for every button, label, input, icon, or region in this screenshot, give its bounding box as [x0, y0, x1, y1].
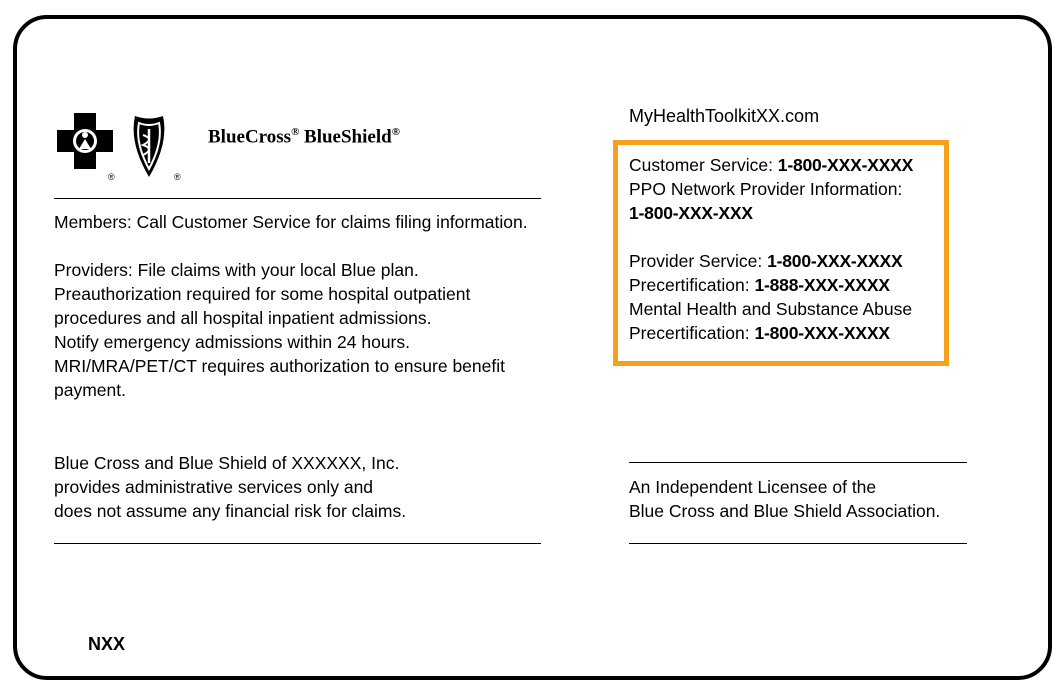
provider-note-line: MRI/MRA/PET/CT requires authorization to ensure benefit	[54, 356, 505, 376]
admin-note-line: does not assume any financial risk for claims.	[54, 501, 407, 521]
divider	[54, 198, 541, 199]
brand-name	[208, 126, 400, 148]
provider-service-line	[629, 249, 913, 273]
blue-cross-icon	[57, 113, 113, 169]
customer-service-label: Customer Service:	[629, 155, 778, 175]
admin-notes	[54, 451, 406, 523]
brand-reg-mark: ®	[391, 126, 400, 138]
brand-reg-mark: ®	[291, 126, 300, 138]
provider-note-line: payment.	[54, 380, 126, 400]
mental-precert-number: 1-800-XXX-XXXX	[754, 323, 890, 343]
admin-note-line: Blue Cross and Blue Shield of XXXXXX, Inc.	[54, 453, 400, 473]
card-code: NXX	[88, 634, 126, 654]
licensee-line: An Independent Licensee of the	[629, 477, 877, 497]
provider-notes	[54, 258, 505, 402]
provider-note-line: Notify emergency admissions within 24 hours.	[54, 332, 410, 352]
divider	[629, 543, 967, 544]
bcbs-logo	[57, 113, 192, 185]
divider	[629, 462, 967, 463]
divider	[54, 543, 541, 544]
licensee-line: Blue Cross and Blue Shield Association.	[629, 501, 941, 521]
provider-note-line: Preauthorization required for some hospital outpatient	[54, 284, 471, 304]
website-link[interactable]: MyHealthToolkitXX.com	[629, 106, 820, 126]
registered-mark-icon: ®	[174, 172, 181, 182]
mental-health-label: Mental Health and Substance Abuse	[629, 299, 913, 319]
blue-shield-icon	[134, 116, 165, 177]
brand-blueshield: BlueShield	[299, 126, 392, 148]
contact-list	[629, 153, 913, 345]
mental-precert-label: Precertification:	[629, 323, 755, 343]
ppo-label: PPO Network Provider Information:	[629, 179, 903, 199]
customer-service-line	[629, 153, 913, 177]
mental-precert-line	[629, 321, 913, 345]
precert-line	[629, 273, 913, 297]
precert-number: 1-888-XXX-XXXX	[754, 275, 890, 295]
members-note: Members: Call Customer Service for claims filing information.	[54, 212, 528, 232]
precert-label: Precertification:	[629, 275, 755, 295]
registered-mark-icon: ®	[108, 172, 115, 182]
provider-note-line: procedures and all hospital inpatient admissions.	[54, 308, 432, 328]
provider-service-label: Provider Service:	[629, 251, 768, 271]
provider-service-number: 1-800-XXX-XXXX	[767, 251, 903, 271]
brand-bluecross: BlueCross	[208, 126, 292, 148]
licensee-notes	[629, 475, 940, 523]
ppo-number: 1-800-XXX-XXX	[629, 203, 753, 223]
admin-note-line: provides administrative services only and	[54, 477, 374, 497]
customer-service-number: 1-800-XXX-XXXX	[777, 155, 914, 175]
provider-note-line: Providers: File claims with your local Blue plan.	[54, 260, 419, 280]
spacer	[629, 225, 913, 249]
